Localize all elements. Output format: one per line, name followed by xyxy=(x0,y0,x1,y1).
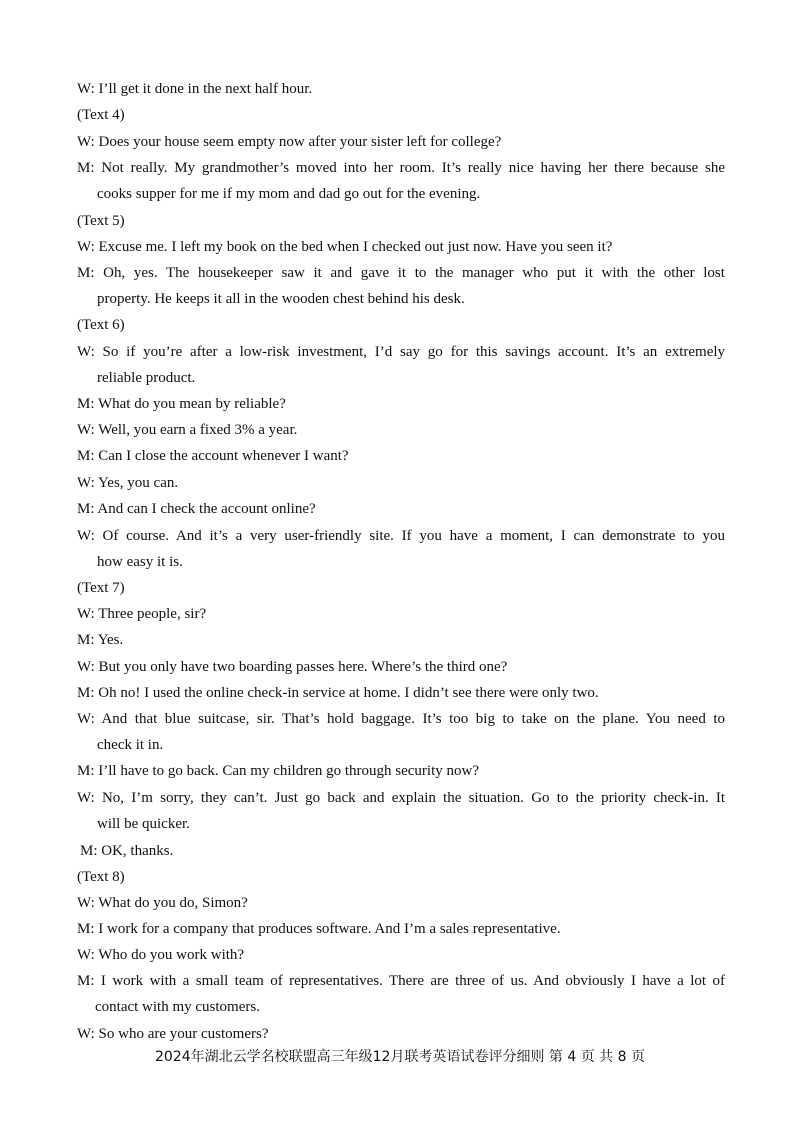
transcript-line: check it in. xyxy=(97,737,164,753)
transcript-line: M: What do you mean by reliable? xyxy=(77,396,286,412)
transcript-line: M: Can I close the account whenever I want? xyxy=(77,448,349,464)
transcript-line: contact with my customers. xyxy=(95,999,260,1015)
transcript-line: W: Who do you work with? xyxy=(77,947,245,963)
transcript-line: W: And that blue suitcase, sir. That’s hold baggage. It’s too big to take on the plane. You need to xyxy=(77,711,726,727)
transcript-line: W: So who are your customers? xyxy=(77,1026,269,1042)
transcript-line: W: Does your house seem empty now after your sister left for college? xyxy=(77,134,502,150)
page-footer: 2024年湖北云学名校联盟高三年级12月联考英语试卷评分细则 第 4 页 共 8 页 xyxy=(155,1049,645,1065)
section-heading: (Text 4) xyxy=(77,107,125,123)
transcript-line: will be quicker. xyxy=(97,816,190,832)
section-heading: (Text 8) xyxy=(77,869,125,885)
transcript-line: M: I’ll have to go back. Can my children go through security now? xyxy=(77,763,479,779)
transcript-line: W: Three people, sir? xyxy=(77,606,207,622)
transcript-line: W: No, I’m sorry, they can’t. Just go back and explain the situation. Go to the priority check-in. It xyxy=(77,790,726,806)
transcript-line: how easy it is. xyxy=(97,554,183,570)
section-heading: (Text 6) xyxy=(77,317,125,333)
transcript-line: M: I work with a small team of representatives. There are three of us. And obviously I have a lot of xyxy=(77,973,725,989)
transcript-line: property. He keeps it all in the wooden chest behind his desk. xyxy=(97,291,465,307)
transcript-line: W: Of course. And it’s a very user-friendly site. If you have a moment, I can demonstrate to you xyxy=(77,528,726,544)
section-heading: (Text 5) xyxy=(77,213,125,229)
transcript-line: M: Oh, yes. The housekeeper saw it and gave it to the manager who put it with the other lost xyxy=(77,265,725,281)
transcript-line: M: Yes. xyxy=(77,632,124,648)
transcript-line: M: Oh no! I used the online check-in service at home. I didn’t see there were only two. xyxy=(77,685,599,701)
transcript-line: cooks supper for me if my mom and dad go out for the evening. xyxy=(97,186,481,202)
transcript-line: reliable product. xyxy=(97,370,196,386)
transcript-line: W: Well, you earn a fixed 3% a year. xyxy=(77,422,298,438)
transcript-line: W: Excuse me. I left my book on the bed when I checked out just now. Have you seen it? xyxy=(77,239,613,255)
transcript-line: W: I’ll get it done in the next half hour. xyxy=(77,81,313,97)
section-heading: (Text 7) xyxy=(77,580,125,596)
transcript-line: M: OK, thanks. xyxy=(80,843,174,859)
transcript-line: W: So if you’re after a low-risk investment, I’d say go for this savings account. It’s an extremely xyxy=(77,344,726,360)
transcript-line: M: I work for a company that produces software. And I’m a sales representative. xyxy=(77,921,561,937)
transcript-line: M: And can I check the account online? xyxy=(77,501,316,517)
transcript-line: W: But you only have two boarding passes here. Where’s the third one? xyxy=(77,659,508,675)
transcript-line: W: What do you do, Simon? xyxy=(77,895,248,911)
transcript-line: W: Yes, you can. xyxy=(77,475,179,491)
transcript-line: M: Not really. My grandmother’s moved into her room. It’s really nice having her there because she xyxy=(77,160,726,176)
